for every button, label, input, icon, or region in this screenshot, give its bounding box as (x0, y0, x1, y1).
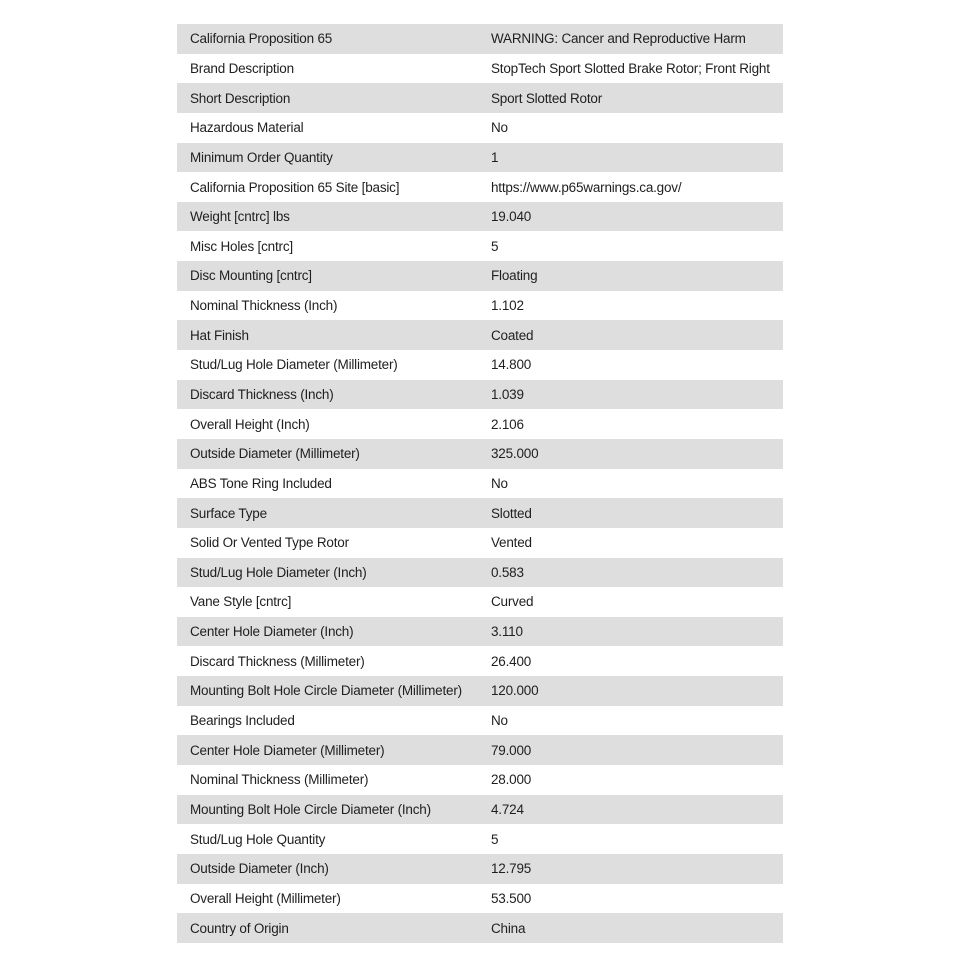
spec-label: Outside Diameter (Millimeter) (177, 439, 479, 469)
spec-label: Short Description (177, 83, 479, 113)
spec-row-disc-mounting (177, 261, 783, 291)
spec-value: 79.000 (479, 735, 783, 765)
spec-row-stud-hole-quantity (177, 824, 783, 854)
spec-value: 4.724 (479, 795, 783, 825)
spec-value: 19.040 (479, 202, 783, 232)
spec-label: Vane Style [cntrc] (177, 587, 479, 617)
spec-row-abs-tone-ring (177, 469, 783, 499)
spec-label: Discard Thickness (Millimeter) (177, 646, 479, 676)
spec-label: Surface Type (177, 498, 479, 528)
spec-value: Slotted (479, 498, 783, 528)
spec-label: Weight [cntrc] lbs (177, 202, 479, 232)
spec-row-vane-style (177, 587, 783, 617)
spec-label: Minimum Order Quantity (177, 143, 479, 173)
spec-label: Outside Diameter (Inch) (177, 854, 479, 884)
spec-label: Misc Holes [cntrc] (177, 231, 479, 261)
spec-row-bolt-circle-diameter-inch (177, 795, 783, 825)
spec-row-outside-diameter-inch (177, 854, 783, 884)
spec-row-misc-holes (177, 231, 783, 261)
spec-label: Bearings Included (177, 706, 479, 736)
spec-row-surface-type (177, 498, 783, 528)
spec-label: Stud/Lug Hole Diameter (Inch) (177, 558, 479, 588)
spec-row-california-prop-65 (177, 24, 783, 54)
spec-value: 120.000 (479, 676, 783, 706)
spec-label: Stud/Lug Hole Quantity (177, 824, 479, 854)
spec-value: No (479, 113, 783, 143)
spec-label: ABS Tone Ring Included (177, 469, 479, 499)
spec-row-center-hole-diameter-mm (177, 735, 783, 765)
spec-row-country-of-origin (177, 913, 783, 943)
spec-value: WARNING: Cancer and Reproductive Harm (479, 24, 783, 54)
spec-label: Solid Or Vented Type Rotor (177, 528, 479, 558)
spec-value: Coated (479, 320, 783, 350)
spec-value: Sport Slotted Rotor (479, 83, 783, 113)
spec-value: 12.795 (479, 854, 783, 884)
spec-table (177, 24, 783, 943)
spec-row-bolt-circle-diameter-mm (177, 676, 783, 706)
spec-value: https://www.p65warnings.ca.gov/ (479, 172, 783, 202)
spec-value: 26.400 (479, 646, 783, 676)
spec-value: China (479, 913, 783, 943)
spec-label: Nominal Thickness (Millimeter) (177, 765, 479, 795)
spec-label: Center Hole Diameter (Inch) (177, 617, 479, 647)
spec-label: Country of Origin (177, 913, 479, 943)
spec-row-stud-hole-diameter-mm (177, 350, 783, 380)
spec-value: 1 (479, 143, 783, 173)
spec-value: 2.106 (479, 409, 783, 439)
spec-value: No (479, 706, 783, 736)
spec-row-discard-thickness-mm (177, 646, 783, 676)
spec-value: 325.000 (479, 439, 783, 469)
spec-row-nominal-thickness-inch (177, 291, 783, 321)
spec-value: Vented (479, 528, 783, 558)
spec-value: 5 (479, 231, 783, 261)
spec-row-minimum-order-quantity (177, 143, 783, 173)
spec-value: 0.583 (479, 558, 783, 588)
spec-row-nominal-thickness-mm (177, 765, 783, 795)
spec-row-short-description (177, 83, 783, 113)
spec-label: Discard Thickness (Inch) (177, 380, 479, 410)
spec-label: Hat Finish (177, 320, 479, 350)
spec-sheet (177, 24, 783, 943)
spec-row-hat-finish (177, 320, 783, 350)
spec-value: No (479, 469, 783, 499)
spec-label: Hazardous Material (177, 113, 479, 143)
spec-label: Brand Description (177, 54, 479, 84)
spec-row-prop-65-site (177, 172, 783, 202)
spec-label: California Proposition 65 Site [basic] (177, 172, 479, 202)
spec-value: 14.800 (479, 350, 783, 380)
spec-row-center-hole-diameter-inch (177, 617, 783, 647)
spec-row-hazardous-material (177, 113, 783, 143)
spec-row-weight (177, 202, 783, 232)
spec-label: California Proposition 65 (177, 24, 479, 54)
spec-value: 1.102 (479, 291, 783, 321)
spec-value: 53.500 (479, 884, 783, 914)
spec-value: 5 (479, 824, 783, 854)
spec-label: Nominal Thickness (Inch) (177, 291, 479, 321)
spec-row-brand-description (177, 54, 783, 84)
spec-row-outside-diameter-mm (177, 439, 783, 469)
spec-row-bearings-included (177, 706, 783, 736)
spec-value: 1.039 (479, 380, 783, 410)
spec-value: 3.110 (479, 617, 783, 647)
spec-label: Overall Height (Millimeter) (177, 884, 479, 914)
spec-row-overall-height-mm (177, 884, 783, 914)
spec-value: StopTech Sport Slotted Brake Rotor; Front Right (479, 54, 783, 84)
spec-label: Center Hole Diameter (Millimeter) (177, 735, 479, 765)
spec-label: Mounting Bolt Hole Circle Diameter (Inch) (177, 795, 479, 825)
spec-label: Stud/Lug Hole Diameter (Millimeter) (177, 350, 479, 380)
spec-label: Overall Height (Inch) (177, 409, 479, 439)
spec-label: Disc Mounting [cntrc] (177, 261, 479, 291)
spec-row-rotor-type (177, 528, 783, 558)
spec-row-overall-height-inch (177, 409, 783, 439)
spec-row-discard-thickness-inch (177, 380, 783, 410)
spec-label: Mounting Bolt Hole Circle Diameter (Millimeter) (177, 676, 479, 706)
spec-value: Floating (479, 261, 783, 291)
spec-value: 28.000 (479, 765, 783, 795)
spec-row-stud-hole-diameter-inch (177, 558, 783, 588)
spec-value: Curved (479, 587, 783, 617)
